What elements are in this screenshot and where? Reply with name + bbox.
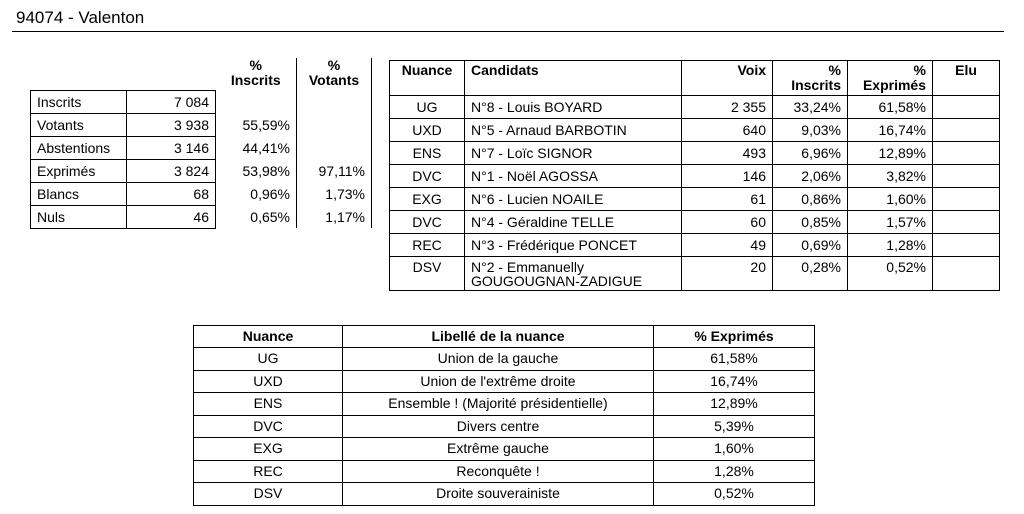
candidate-pct-inscrits: 9,03% bbox=[773, 119, 848, 142]
header-candidats: Candidats bbox=[465, 61, 682, 96]
nuance-pct: 5,39% bbox=[654, 415, 815, 438]
stat-pct-votants bbox=[297, 90, 372, 113]
stat-value: 7 084 bbox=[127, 90, 216, 113]
header-elu: Elu bbox=[933, 61, 1000, 96]
candidate-row bbox=[390, 188, 1000, 211]
candidate-pct-inscrits: 0,86% bbox=[773, 188, 848, 211]
stat-value: 68 bbox=[127, 182, 216, 205]
candidate-row bbox=[390, 257, 1000, 291]
candidate-elu bbox=[933, 234, 1000, 257]
nuance-pct: 0,52% bbox=[654, 483, 815, 506]
nuance-libelle: Droite souverainiste bbox=[343, 483, 654, 506]
candidate-name: N°4 - Géraldine TELLE bbox=[465, 211, 682, 234]
candidate-voix: 49 bbox=[682, 234, 773, 257]
header-nuance: Nuance bbox=[390, 61, 465, 96]
candidate-voix: 2 355 bbox=[682, 96, 773, 119]
candidate-pct-inscrits: 0,69% bbox=[773, 234, 848, 257]
candidate-pct-exprimes: 0,52% bbox=[848, 257, 933, 291]
candidates-table bbox=[389, 60, 1000, 291]
stat-label: Abstentions bbox=[31, 136, 127, 159]
nuance-row bbox=[194, 415, 815, 438]
page-title: 94074 - Valenton bbox=[16, 8, 145, 27]
header-pct-exprimes: % Exprimés bbox=[654, 326, 815, 348]
nuance-libelle: Ensemble ! (Majorité présidentielle) bbox=[343, 393, 654, 416]
participation-header-value bbox=[127, 58, 216, 90]
candidate-nuance: DSV bbox=[390, 257, 465, 291]
nuance-libelle: Divers centre bbox=[343, 415, 654, 438]
candidate-name: N°6 - Lucien NOAILE bbox=[465, 188, 682, 211]
header-pct-votants: % Votants bbox=[297, 58, 372, 90]
candidates-header-row bbox=[390, 61, 1000, 96]
candidate-name: N°1 - Noël AGOSSA bbox=[465, 165, 682, 188]
stat-label: Inscrits bbox=[31, 90, 127, 113]
nuance-row bbox=[194, 483, 815, 506]
nuance-code: UXD bbox=[194, 370, 343, 393]
candidate-voix: 61 bbox=[682, 188, 773, 211]
header-nuance: Nuance bbox=[194, 326, 343, 348]
candidate-row bbox=[390, 165, 1000, 188]
participation-row bbox=[31, 113, 372, 136]
stat-pct-inscrits: 53,98% bbox=[216, 159, 297, 182]
nuance-row bbox=[194, 460, 815, 483]
nuance-libelle: Extrême gauche bbox=[343, 438, 654, 461]
candidate-nuance: EXG bbox=[390, 188, 465, 211]
candidate-pct-exprimes: 1,60% bbox=[848, 188, 933, 211]
stat-value: 3 824 bbox=[127, 159, 216, 182]
header-pct-inscrits: % Inscrits bbox=[773, 61, 848, 96]
stat-pct-votants: 97,11% bbox=[297, 159, 372, 182]
stat-pct-inscrits: 0,96% bbox=[216, 182, 297, 205]
candidate-elu bbox=[933, 165, 1000, 188]
nuances-table bbox=[193, 325, 815, 506]
candidate-nuance: UG bbox=[390, 96, 465, 119]
stat-label: Votants bbox=[31, 113, 127, 136]
nuance-row bbox=[194, 348, 815, 371]
stat-value: 46 bbox=[127, 205, 216, 228]
stat-pct-votants bbox=[297, 113, 372, 136]
stat-pct-votants: 1,17% bbox=[297, 205, 372, 228]
candidate-pct-exprimes: 3,82% bbox=[848, 165, 933, 188]
candidate-row bbox=[390, 234, 1000, 257]
stat-pct-inscrits: 55,59% bbox=[216, 113, 297, 136]
candidate-pct-exprimes: 61,58% bbox=[848, 96, 933, 119]
stat-pct-votants: 1,73% bbox=[297, 182, 372, 205]
candidate-row bbox=[390, 119, 1000, 142]
candidate-pct-exprimes: 12,89% bbox=[848, 142, 933, 165]
stat-pct-votants bbox=[297, 136, 372, 159]
participation-row bbox=[31, 90, 372, 113]
nuances-header-row bbox=[194, 326, 815, 348]
candidate-voix: 60 bbox=[682, 211, 773, 234]
nuance-libelle: Reconquête ! bbox=[343, 460, 654, 483]
nuance-libelle: Union de la gauche bbox=[343, 348, 654, 371]
participation-row bbox=[31, 136, 372, 159]
stat-value: 3 146 bbox=[127, 136, 216, 159]
candidate-name: N°5 - Arnaud BARBOTIN bbox=[465, 119, 682, 142]
participation-header-row bbox=[31, 58, 372, 90]
candidate-nuance: UXD bbox=[390, 119, 465, 142]
candidate-pct-inscrits: 33,24% bbox=[773, 96, 848, 119]
header-pct-exprimes: % Exprimés bbox=[848, 61, 933, 96]
participation-header-label bbox=[31, 58, 127, 90]
nuance-code: ENS bbox=[194, 393, 343, 416]
candidate-voix: 20 bbox=[682, 257, 773, 291]
nuance-row bbox=[194, 370, 815, 393]
nuance-pct: 16,74% bbox=[654, 370, 815, 393]
candidate-voix: 640 bbox=[682, 119, 773, 142]
candidate-elu bbox=[933, 188, 1000, 211]
nuance-pct: 12,89% bbox=[654, 393, 815, 416]
stat-pct-inscrits bbox=[216, 90, 297, 113]
nuance-pct: 1,28% bbox=[654, 460, 815, 483]
candidate-elu bbox=[933, 142, 1000, 165]
participation-row bbox=[31, 159, 372, 182]
nuance-code: DSV bbox=[194, 483, 343, 506]
candidate-pct-inscrits: 6,96% bbox=[773, 142, 848, 165]
participation-row bbox=[31, 205, 372, 228]
participation-row bbox=[31, 182, 372, 205]
candidate-pct-exprimes: 16,74% bbox=[848, 119, 933, 142]
candidate-elu bbox=[933, 211, 1000, 234]
nuance-libelle: Union de l'extrême droite bbox=[343, 370, 654, 393]
stat-label: Nuls bbox=[31, 205, 127, 228]
nuance-row bbox=[194, 393, 815, 416]
candidate-name: N°3 - Frédérique PONCET bbox=[465, 234, 682, 257]
nuance-code: REC bbox=[194, 460, 343, 483]
candidate-pct-exprimes: 1,57% bbox=[848, 211, 933, 234]
candidate-pct-inscrits: 0,28% bbox=[773, 257, 848, 291]
header-pct-inscrits: % Inscrits bbox=[216, 58, 297, 90]
header-libelle: Libellé de la nuance bbox=[343, 326, 654, 348]
nuance-code: DVC bbox=[194, 415, 343, 438]
candidate-name: N°8 - Louis BOYARD bbox=[465, 96, 682, 119]
candidate-elu bbox=[933, 257, 1000, 291]
candidate-row bbox=[390, 211, 1000, 234]
candidate-row bbox=[390, 96, 1000, 119]
nuance-code: UG bbox=[194, 348, 343, 371]
nuance-row bbox=[194, 438, 815, 461]
header-voix: Voix bbox=[682, 61, 773, 96]
nuance-pct: 61,58% bbox=[654, 348, 815, 371]
stat-pct-inscrits: 44,41% bbox=[216, 136, 297, 159]
nuance-pct: 1,60% bbox=[654, 438, 815, 461]
candidate-elu bbox=[933, 119, 1000, 142]
candidate-nuance: DVC bbox=[390, 165, 465, 188]
candidate-pct-inscrits: 0,85% bbox=[773, 211, 848, 234]
stat-label: Exprimés bbox=[31, 159, 127, 182]
stat-pct-inscrits: 0,65% bbox=[216, 205, 297, 228]
candidate-nuance: REC bbox=[390, 234, 465, 257]
candidate-name: N°7 - Loïc SIGNOR bbox=[465, 142, 682, 165]
stat-label: Blancs bbox=[31, 182, 127, 205]
participation-table bbox=[30, 58, 372, 229]
candidate-nuance: DVC bbox=[390, 211, 465, 234]
candidate-row bbox=[390, 142, 1000, 165]
stat-value: 3 938 bbox=[127, 113, 216, 136]
title-divider bbox=[12, 31, 1004, 32]
candidate-pct-exprimes: 1,28% bbox=[848, 234, 933, 257]
candidate-elu bbox=[933, 96, 1000, 119]
candidate-name: N°2 - Emmanuelly GOUGOUGNAN-ZADIGUE bbox=[465, 257, 682, 291]
candidate-voix: 146 bbox=[682, 165, 773, 188]
candidate-pct-inscrits: 2,06% bbox=[773, 165, 848, 188]
candidate-nuance: ENS bbox=[390, 142, 465, 165]
candidate-voix: 493 bbox=[682, 142, 773, 165]
nuance-code: EXG bbox=[194, 438, 343, 461]
